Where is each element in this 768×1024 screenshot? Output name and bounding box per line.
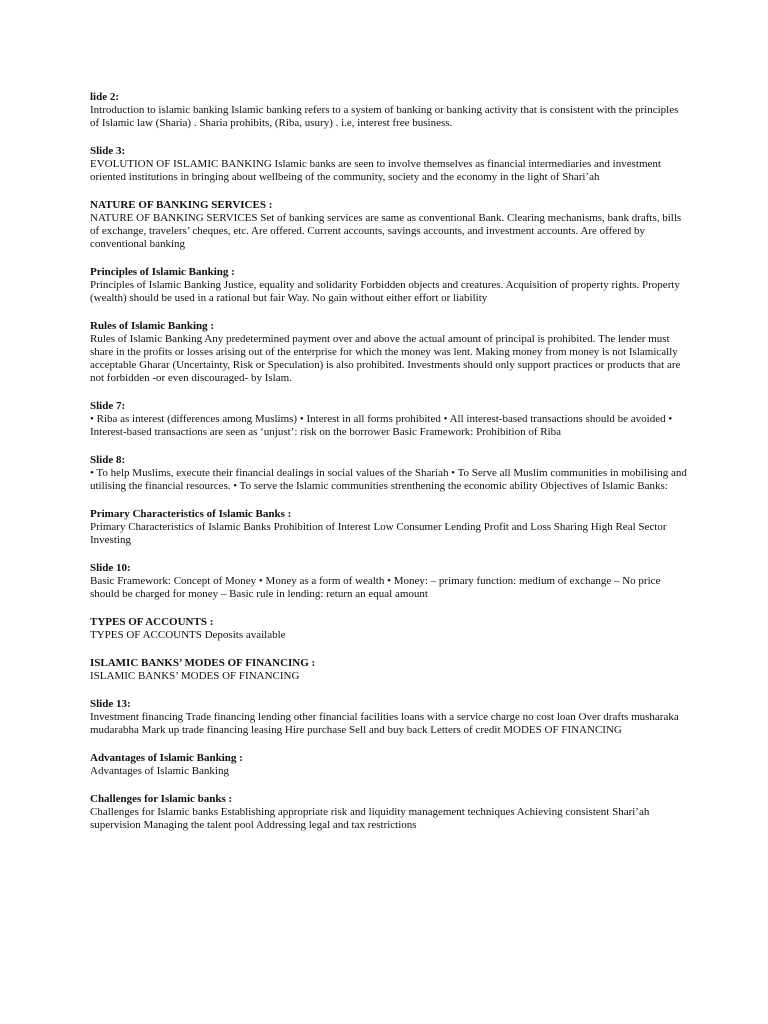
section-body: Primary Characteristics of Islamic Banks Prohibition of Interest Low Consumer Lending Profit and Loss Sharing High Real Sector Investing bbox=[90, 521, 667, 546]
section-types-of-accounts bbox=[90, 615, 690, 642]
section-slide-3 bbox=[90, 144, 690, 184]
section-body: Introduction to islamic banking Islamic banking refers to a system of banking or banking activity that is consistent with the principles of Islamic law (Sharia) . Sharia prohibits, (Riba, usury) . i.e, interest free business. bbox=[90, 104, 679, 129]
section-heading: Slide 8: bbox=[90, 454, 126, 466]
section-body: EVOLUTION OF ISLAMIC BANKING Islamic banks are seen to involve themselves as financial intermediaries and investment oriented institutions in bringing about wellbeing of the community, society and the economy in the light of Shari’ah bbox=[90, 158, 661, 183]
section-body: ISLAMIC BANKS’ MODES OF FINANCING bbox=[90, 670, 300, 682]
section-body: Basic Framework: Concept of Money • Money as a form of wealth • Money: – primary function: medium of exchange – No price should be charged for money – Basic rule in lending: return an equal amount bbox=[90, 575, 661, 600]
section-nature-of-banking-services bbox=[90, 198, 690, 251]
section-slide-13 bbox=[90, 697, 690, 737]
section-slide-7 bbox=[90, 399, 690, 439]
section-heading: Primary Characteristics of Islamic Banks : bbox=[90, 508, 292, 520]
section-body: Advantages of Islamic Banking bbox=[90, 765, 229, 777]
section-advantages bbox=[90, 751, 690, 778]
section-primary-characteristics bbox=[90, 507, 690, 547]
section-heading: Slide 13: bbox=[90, 698, 131, 710]
section-body: • To help Muslims, execute their financial dealings in social values of the Shariah • To Serve all Muslim communities in mobilising and utilising the financial resources. • To serve the Islamic communities strenthening the economic ability Objectives of Islamic Banks: bbox=[90, 467, 687, 492]
document-page bbox=[90, 90, 690, 846]
section-heading: ISLAMIC BANKS’ MODES OF FINANCING : bbox=[90, 657, 316, 669]
section-body: Principles of Islamic Banking Justice, equality and solidarity Forbidden objects and creatures. Acquisition of property rights. Property (wealth) should be used in a rational but fair Way. No gain without either effort or liability bbox=[90, 279, 680, 304]
section-heading: Principles of Islamic Banking : bbox=[90, 266, 235, 278]
section-slide-8 bbox=[90, 453, 690, 493]
section-heading: Slide 3: bbox=[90, 145, 126, 157]
section-rules bbox=[90, 319, 690, 385]
section-body: NATURE OF BANKING SERVICES Set of banking services are same as conventional Bank. Clearing mechanisms, bank drafts, bills of exchange, travelers’ cheques, etc. Are offered. Current accounts, savings accounts, and investment accounts. Are offered by conventional banking bbox=[90, 212, 682, 250]
section-body: Challenges for Islamic banks Establishing appropriate risk and liquidity management techniques Achieving consistent Shari’ah supervision Managing the talent pool Addressing legal and tax restrictions bbox=[90, 806, 650, 831]
section-challenges bbox=[90, 792, 690, 832]
section-heading: Challenges for Islamic banks : bbox=[90, 793, 233, 805]
section-heading: Advantages of Islamic Banking : bbox=[90, 752, 243, 764]
section-modes-of-financing bbox=[90, 656, 690, 683]
section-slide-10 bbox=[90, 561, 690, 601]
section-heading: Slide 7: bbox=[90, 400, 126, 412]
section-slide-2 bbox=[90, 90, 690, 130]
section-heading: NATURE OF BANKING SERVICES : bbox=[90, 199, 273, 211]
section-heading: Rules of Islamic Banking : bbox=[90, 320, 215, 332]
section-body: Investment financing Trade financing lending other financial facilities loans with a service charge no cost loan Over drafts musharaka mudarabha Mark up trade financing leasing Hire purchase Sell and buy back Letters of credit MODES OF FINANCING bbox=[90, 711, 679, 736]
section-heading: TYPES OF ACCOUNTS : bbox=[90, 616, 214, 628]
section-principles bbox=[90, 265, 690, 305]
section-heading: Slide 10: bbox=[90, 562, 131, 574]
section-body: Rules of Islamic Banking Any predetermined payment over and above the actual amount of principal is prohibited. The lender must share in the profits or losses arising out of the enterprise for which the money was lent. Making money from money is not Islamically acceptable Gharar (Uncertainty, Risk or Speculation) is also prohibited. Investments should only support practices or products that are not forbidden -or even discouraged- by Islam. bbox=[90, 333, 681, 384]
section-body: TYPES OF ACCOUNTS Deposits available bbox=[90, 629, 286, 641]
section-heading: lide 2: bbox=[90, 91, 120, 103]
section-body: • Riba as interest (differences among Muslims) • Interest in all forms prohibited • All interest-based transactions should be avoided • Interest-based transactions are seen as ‘unjust’: risk on the borrower Basic Framework: Prohibition of Riba bbox=[90, 413, 673, 438]
